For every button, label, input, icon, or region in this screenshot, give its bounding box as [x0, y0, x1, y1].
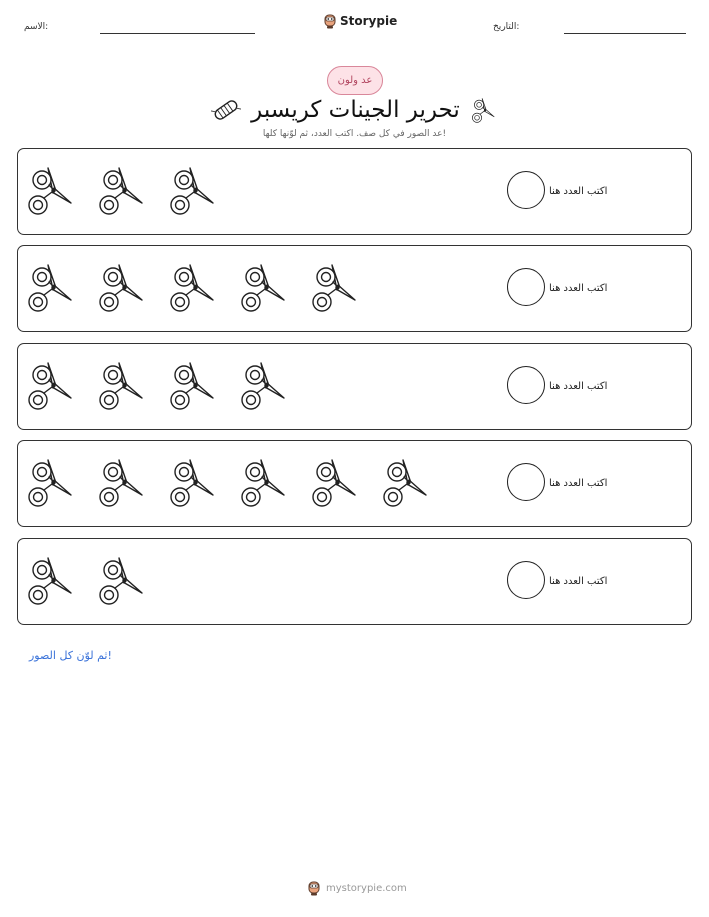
storypie-mascot-icon [323, 13, 337, 29]
bacterium-icon [211, 97, 241, 123]
storypie-mascot-icon [307, 880, 321, 896]
scissors-icon [170, 356, 217, 414]
answer-circle[interactable] [507, 366, 545, 404]
scissors-group [28, 453, 454, 511]
storypie-logo [323, 13, 397, 29]
scissors-icon [99, 453, 146, 511]
title-row [0, 92, 709, 128]
date-line [564, 33, 686, 34]
name-line [100, 33, 255, 34]
scissors-icon [470, 95, 498, 125]
answer-circle[interactable] [507, 268, 545, 306]
page-title: تحرير الجينات كريسبر [251, 97, 460, 123]
count-row-1 [17, 148, 692, 235]
scissors-icon [241, 356, 288, 414]
write-number-label: اكتب العدد هنا [549, 478, 608, 489]
scissors-icon [28, 551, 75, 609]
scissors-icon [99, 356, 146, 414]
scissors-icon [99, 161, 146, 219]
scissors-icon [241, 453, 288, 511]
name-label: الاسم: [24, 22, 49, 32]
write-number-label: اكتب العدد هنا [549, 186, 608, 197]
answer-circle[interactable] [507, 463, 545, 501]
instructions: عد الصور في كل صف. اكتب العدد، ثم لوّنها كلها! [262, 129, 447, 139]
count-and-color-badge: عد ولون [327, 66, 383, 95]
scissors-icon [312, 453, 359, 511]
count-row-2 [17, 245, 692, 332]
site-footer [307, 880, 407, 896]
site-url: mystorypie.com [326, 882, 407, 894]
scissors-icon [170, 258, 217, 316]
count-row-4 [17, 440, 692, 527]
count-row-3 [17, 343, 692, 430]
scissors-group [28, 356, 312, 414]
answer-circle[interactable] [507, 171, 545, 209]
scissors-icon [383, 453, 430, 511]
scissors-icon [28, 161, 75, 219]
scissors-group [28, 161, 241, 219]
scissors-icon [28, 258, 75, 316]
count-row-5 [17, 538, 692, 625]
scissors-icon [28, 356, 75, 414]
scissors-icon [99, 551, 146, 609]
scissors-icon [28, 453, 75, 511]
scissors-group [28, 258, 383, 316]
logo-text: Storypie [340, 14, 398, 28]
scissors-icon [170, 161, 217, 219]
color-instruction: ثم لوّن كل الصور! [29, 649, 112, 662]
scissors-icon [312, 258, 359, 316]
write-number-label: اكتب العدد هنا [549, 576, 608, 587]
scissors-icon [170, 453, 217, 511]
scissors-icon [241, 258, 288, 316]
answer-circle[interactable] [507, 561, 545, 599]
scissors-group [28, 551, 170, 609]
scissors-icon [99, 258, 146, 316]
write-number-label: اكتب العدد هنا [549, 381, 608, 392]
date-label: التاريخ: [493, 22, 520, 32]
write-number-label: اكتب العدد هنا [549, 283, 608, 294]
